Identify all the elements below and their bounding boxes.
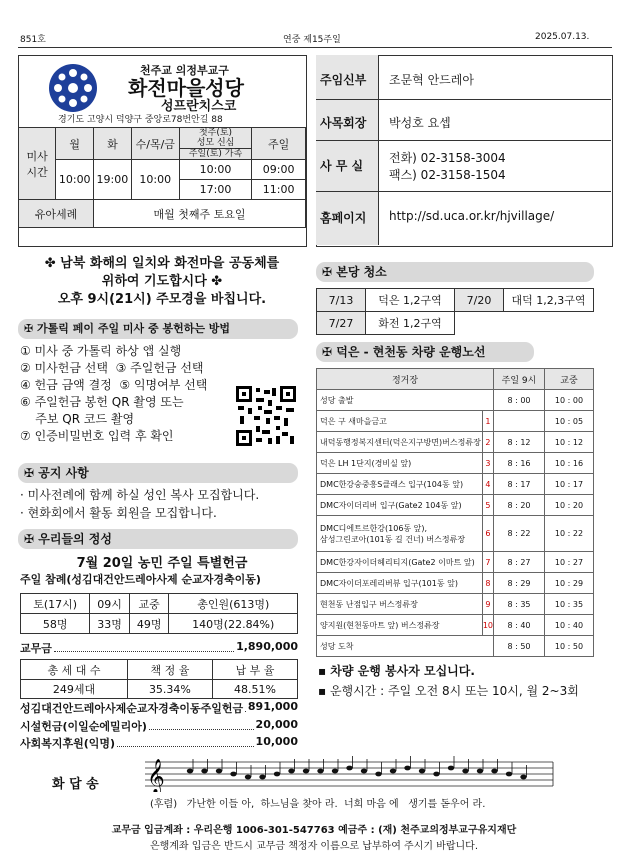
shuttle-stop-number: 8	[482, 573, 493, 594]
shuttle-stop: DMC자이더포레리버뷰 입구(101동 앞)	[317, 573, 483, 594]
music-note	[288, 769, 294, 774]
music-note	[274, 772, 280, 777]
music-note	[462, 769, 468, 774]
prayer-line-3: 오후 9시(21시) 주모경을 바칩니다.	[57, 292, 267, 307]
extra-offering-row	[20, 700, 298, 716]
parish-logo	[48, 63, 98, 113]
attend-value: 140명(22.84%)	[169, 614, 298, 634]
music-note	[506, 772, 512, 777]
shuttle-header: 주일 9시	[494, 369, 545, 390]
pay-step: ⑥ 주일헌금 봉헌 QR 촬영 또는	[20, 395, 184, 409]
shuttle-row	[317, 573, 594, 594]
extra-offering-label: 시설헌금(이일순에밀리아)	[20, 720, 147, 733]
shuttle-time-9am: 8 : 35	[494, 594, 545, 615]
shuttle-row	[317, 516, 594, 552]
shuttle-time-9am: 8 : 40	[494, 615, 545, 636]
shuttle-stop: 덕은 LH 1단지(경비실 앞)	[317, 453, 483, 474]
music-note	[477, 769, 483, 774]
tithe-value: 1,890,000	[236, 640, 298, 653]
shuttle-header: 교중	[545, 369, 594, 390]
cleaning-date: 7/27	[317, 312, 366, 335]
prayer-line-1: ✤ 남북 화해의 일치와 화전마을 공동체를	[44, 256, 280, 271]
time-sun2: 11:00	[252, 180, 306, 200]
chair-label: 사목회장	[320, 116, 367, 130]
shuttle-row	[317, 615, 594, 636]
extra-offering-label: 성김대건안드레아사제순교자경축이동주일헌금	[20, 702, 244, 715]
shuttle-time-9am: 8 : 27	[494, 552, 545, 573]
notice-item: · 현화회에서 활동 회원을 모집합니다.	[20, 506, 217, 520]
shuttle-time-9am: 8 : 20	[494, 495, 545, 516]
cleaning-table	[316, 288, 594, 335]
household-value: 249세대	[21, 680, 128, 699]
cleaning-date: 7/13	[317, 289, 366, 312]
shuttle-table	[316, 368, 594, 657]
time-mon: 10:00	[56, 160, 94, 200]
shuttle-row	[317, 636, 594, 657]
music-note	[187, 769, 193, 774]
parish-patron: 성프란치스코	[161, 99, 237, 114]
svg-text:𝄞: 𝄞	[147, 759, 165, 792]
header-rule	[18, 47, 612, 48]
psalm-staff	[145, 752, 555, 792]
attend-value: 33명	[90, 614, 130, 634]
shuttle-time-9am: 8 : 50	[494, 636, 545, 657]
shuttle-time-9am: 8 : 29	[494, 573, 545, 594]
household-table	[20, 659, 298, 699]
office-phone: 전화) 02-3158-3004	[389, 151, 506, 165]
shuttle-stop: 성당 도착	[317, 636, 494, 657]
website-label: 홈페이지	[320, 211, 367, 225]
special-collection: 7월 20일 농민 주일 특별헌금	[76, 556, 248, 571]
pay-step: ② 미사헌금 선택 ③ 주일헌금 선택	[20, 361, 204, 375]
leader-dots	[54, 640, 234, 652]
shuttle-time-main: 10 : 00	[545, 390, 594, 411]
shuttle-time-main: 10 : 22	[545, 516, 594, 552]
liturgical-week: 연중 제15주일	[283, 35, 341, 45]
shuttle-header: 정거장	[317, 369, 494, 390]
catholic-pay-title: ✠ 가톨릭 페이 주일 미사 중 봉헌하는 방법	[18, 319, 298, 339]
parish-name: 화전마을성당	[128, 76, 244, 100]
notice-list	[20, 486, 259, 522]
extra-offering-label: 사회복지후원(익명)	[20, 737, 116, 750]
shuttle-stop-number: 1	[482, 411, 493, 432]
extra-offering-value: 891,000	[247, 700, 298, 713]
music-note	[375, 772, 381, 777]
shuttle-time-main: 10 : 05	[545, 411, 594, 432]
cleaning-area: 덕은 1,2구역	[366, 289, 455, 312]
mass-time-table	[18, 127, 306, 228]
shuttle-stop-number: 5	[482, 495, 493, 516]
household-header: 납 부 율	[212, 660, 297, 680]
shuttle-stop: DMC자이더리버 입구(Gate2 104동 앞)	[317, 495, 483, 516]
music-note	[332, 769, 338, 774]
pay-step: ① 미사 중 가톨릭 하상 앱 실행	[20, 344, 182, 358]
shuttle-time-9am: 8 : 22	[494, 516, 545, 552]
mass-time-label: 미사 시간	[19, 128, 56, 200]
day-first-saturday: 첫주(토) 성모 신심	[196, 128, 235, 148]
shuttle-stop-number: 3	[482, 453, 493, 474]
extra-offering-value: 20,000	[255, 718, 298, 731]
contact-divider	[316, 140, 611, 141]
shuttle-stop: DMC한강자이더헤리티지(Gate2 이마트 앞)	[317, 552, 483, 573]
attend-header: 토(17시)	[21, 594, 90, 614]
time-tue: 19:00	[94, 160, 132, 200]
office-fax: 팩스) 02-3158-1504	[389, 168, 506, 182]
contact-divider	[316, 99, 611, 100]
time-wed: 10:00	[131, 160, 179, 200]
shuttle-row	[317, 552, 594, 573]
attend-value: 49명	[129, 614, 169, 634]
household-header: 총 세 대 수	[21, 660, 128, 680]
household-value: 35.34%	[127, 680, 212, 699]
music-note	[404, 766, 410, 771]
shuttle-time-main: 10 : 12	[545, 432, 594, 453]
shuttle-stop: 덕은 구 새마을금고	[317, 411, 483, 432]
psalm-label: 화 답 송	[52, 777, 99, 792]
tithe-label: 교무금	[20, 642, 52, 655]
parish-address: 경기도 고양시 덕양구 중앙로78번안길 88	[58, 115, 223, 125]
music-note	[419, 769, 425, 774]
shuttle-stop: 성당 출발	[317, 390, 494, 411]
music-note	[433, 772, 439, 777]
shuttle-time-9am: 8 : 12	[494, 432, 545, 453]
tithe-row	[20, 640, 298, 656]
attend-header: 09시	[90, 594, 130, 614]
contact-divider	[316, 191, 611, 192]
shuttle-stop-number: 7	[482, 552, 493, 573]
bulletin-date: 2025.07.13.	[535, 32, 590, 42]
shuttle-stop: 양지원(현천동마트 앞) 버스정류장	[317, 615, 483, 636]
shuttle-stop: DMC디에트르한강(106동 앞), 삼성그린코아(101동 길 건너) 버스정류장	[317, 516, 483, 552]
extra-offering-row	[20, 735, 298, 751]
pay-step: ④ 헌금 금액 결정 ⑤ 익명여부 선택	[20, 378, 208, 392]
catholic-pay-steps	[20, 343, 250, 445]
day-wed-fri: 수/목/금	[131, 128, 179, 160]
day-sunday: 주일	[252, 128, 306, 160]
volunteer-notice: ▪ 차량 운행 봉사자 모십니다.	[318, 664, 475, 678]
shuttle-time-main: 10 : 27	[545, 552, 594, 573]
music-note	[361, 769, 367, 774]
office-label: 사 무 실	[320, 159, 364, 173]
shuttle-stop-number: 4	[482, 474, 493, 495]
music-note	[230, 772, 236, 777]
music-note	[245, 775, 251, 780]
shuttle-stop-number: 9	[482, 594, 493, 615]
shuttle-row	[317, 411, 594, 432]
shuttle-row	[317, 495, 594, 516]
shuttle-stop: 현천동 난점입구 버스정류장	[317, 594, 483, 615]
shuttle-row	[317, 453, 594, 474]
shuttle-row	[317, 594, 594, 615]
shuttle-title: ✠ 덕은 - 현천동 차량 운행노선	[316, 342, 534, 362]
notice-item: · 미사전례에 함께 하실 성인 복사 모집합니다.	[20, 488, 260, 502]
offering-qr-code[interactable]	[236, 386, 296, 446]
shuttle-time-9am	[494, 411, 545, 432]
attend-value: 58명	[21, 614, 90, 634]
shuttle-time-9am: 8 : 17	[494, 474, 545, 495]
website-link[interactable]: http://sd.uca.or.kr/hjvillage/	[389, 209, 555, 223]
shuttle-time-main: 10 : 40	[545, 615, 594, 636]
attend-header: 총인원(613명)	[169, 594, 298, 614]
shuttle-hours: ▪ 운행시간 : 주일 오전 8시 또는 10시, 월 2~3회	[318, 684, 579, 698]
shuttle-time-main: 10 : 35	[545, 594, 594, 615]
footer-account: 교무금 입금계좌 : 우리은행 1006-301-547763 예금주 : (재) 천주교의정부교구유지재단	[111, 825, 517, 836]
shuttle-time-main: 10 : 16	[545, 453, 594, 474]
extra-offering-value: 10,000	[255, 735, 298, 748]
cleaning-area: 화전 1,2구역	[366, 312, 455, 335]
cleaning-date: 7/20	[455, 289, 504, 312]
pastor-label: 주임신부	[320, 73, 367, 87]
leader-dots	[117, 735, 253, 747]
sunday-attendance-title: 주일 참례(성김대건안드레아사제 순교자경축이동)	[20, 573, 261, 586]
pay-step: ⑦ 인증비밀번호 입력 후 확인	[20, 429, 174, 443]
shuttle-stop-number: 6	[482, 516, 493, 552]
notice-title: ✠ 공지 사항	[18, 463, 298, 483]
extra-offering-row	[20, 718, 298, 734]
household-value: 48.51%	[212, 680, 297, 699]
shuttle-stop-number: 10	[482, 615, 493, 636]
shuttle-time-9am: 8 : 16	[494, 453, 545, 474]
prayer-intention	[18, 255, 306, 309]
offering-title: ✠ 우리들의 정성	[18, 529, 298, 549]
day-mon: 월	[56, 128, 94, 160]
day-sunday-vigil: 주일(토) 가족	[180, 148, 252, 159]
shuttle-time-main: 10 : 20	[545, 495, 594, 516]
music-note	[201, 769, 207, 774]
shuttle-time-main: 10 : 50	[545, 636, 594, 657]
leader-dots	[245, 700, 246, 712]
music-note	[491, 769, 497, 774]
diocese-name: 천주교 의정부교구	[140, 64, 229, 77]
time-sat2: 17:00	[179, 180, 252, 200]
shuttle-time-main: 10 : 17	[545, 474, 594, 495]
music-note	[259, 775, 265, 780]
shuttle-stop-number: 2	[482, 432, 493, 453]
music-note	[448, 766, 454, 771]
music-note	[520, 775, 526, 780]
leader-dots	[149, 718, 254, 730]
shuttle-time-9am: 8 : 00	[494, 390, 545, 411]
shuttle-stop: 내덕동행정복지센터(덕은지구방면)버스정류장	[317, 432, 483, 453]
baptism-value: 매월 첫째주 토요일	[94, 200, 306, 228]
chair-name: 박성호 요셉	[389, 116, 451, 130]
time-sun1: 09:00	[252, 160, 306, 180]
baptism-label: 유아세례	[19, 200, 94, 228]
cleaning-area: 대덕 1,2,3구역	[504, 289, 594, 312]
time-sat1: 10:00	[179, 160, 252, 180]
shuttle-row	[317, 390, 594, 411]
shuttle-row	[317, 432, 594, 453]
prayer-line-2: 위하여 기도합시다 ✤	[101, 274, 223, 289]
footer-note: 은행계좌 입금은 반드시 교무금 책정자 이름으로 납부하여 주시기 바랍니다.	[149, 841, 479, 852]
day-tue: 화	[94, 128, 132, 160]
music-note	[216, 769, 222, 774]
music-note	[346, 766, 352, 771]
household-header: 책 정 율	[127, 660, 212, 680]
attendance-table	[20, 593, 298, 634]
music-note	[303, 769, 309, 774]
music-note	[390, 769, 396, 774]
pay-step: 주보 QR 코드 촬영	[20, 412, 135, 426]
shuttle-time-main: 10 : 29	[545, 573, 594, 594]
music-note	[317, 769, 323, 774]
attend-header: 교중	[129, 594, 169, 614]
cleaning-title: ✠ 본당 청소	[316, 262, 594, 282]
psalm-lyrics: (후렴) 가난한 이들 아, 하느님을 찾아 라. 너희 마음 에 생기를 돋우어 라.	[150, 799, 486, 810]
shuttle-stop: DMC한강숭중흥S클래스 입구(104동 앞)	[317, 474, 483, 495]
shuttle-row	[317, 474, 594, 495]
issue-number: 851호	[20, 35, 46, 45]
pastor-name: 조문혁 안드레아	[389, 73, 474, 87]
